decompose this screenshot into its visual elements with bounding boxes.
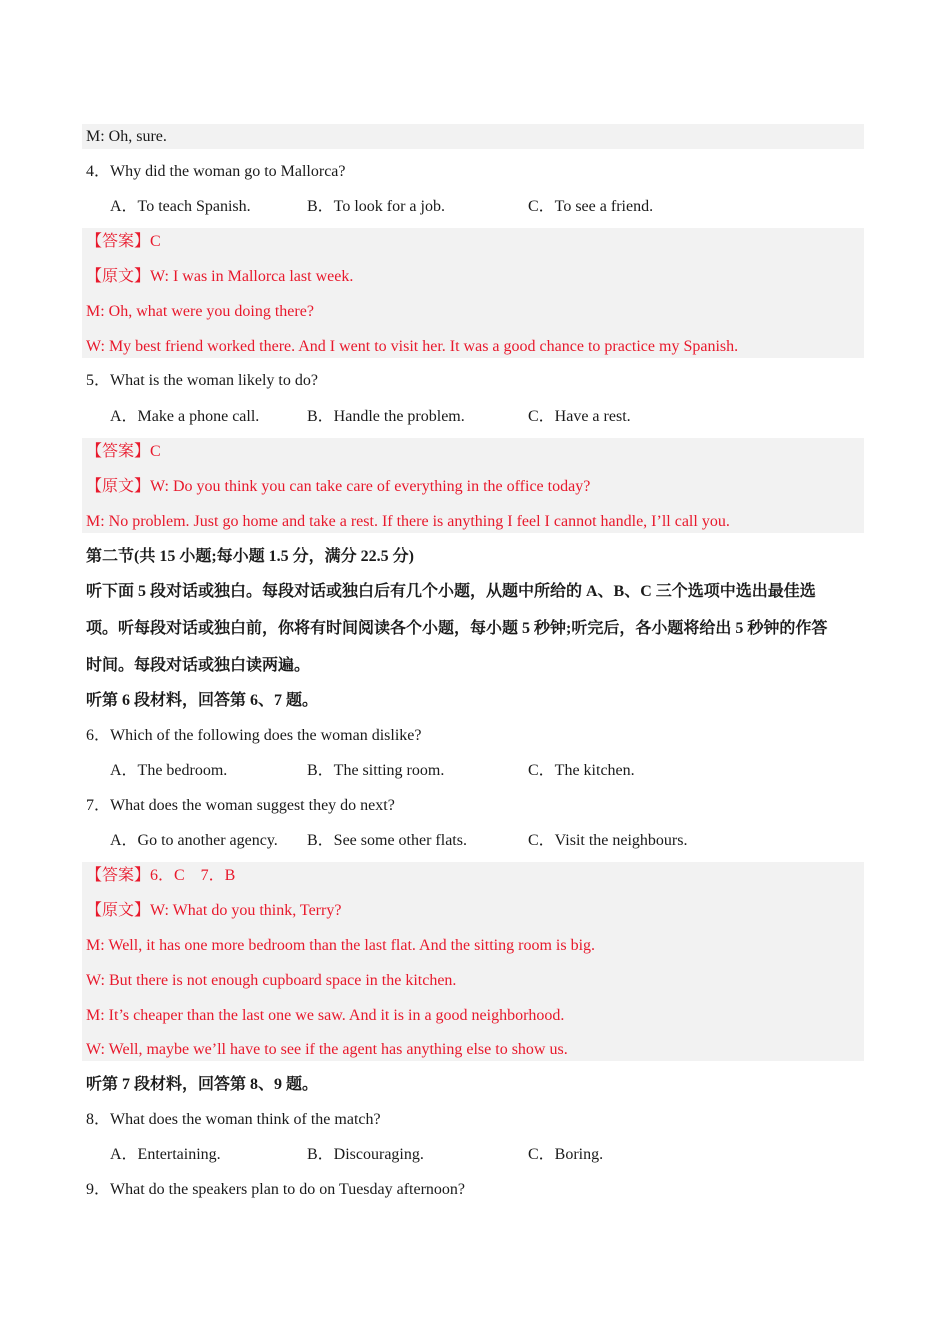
option-a: A．Make a phone call. [110,408,260,425]
option-b: B．To look for a job. [307,198,445,215]
option-c: C．Visit the neighbours. [528,832,688,849]
option-b: B．Handle the problem. [307,408,465,425]
transcript-line: 【原文】W: I was in Mallorca last week. [86,268,354,285]
question-9: 9．What do the speakers plan to do on Tuesday afternoon? [86,1181,466,1198]
option-c: C．Boring. [528,1146,604,1163]
shade-block [82,124,864,149]
answer-line: 【答案】C [86,233,161,250]
section-instructions: 项。听每段对话或独白前，你将有时间阅读各个小题，每小题 5 秒钟;听完后，各小题将给出 5 秒钟的作答 [86,620,828,637]
question-5: 5．What is the woman likely to do? [86,372,318,389]
question-4: 4．Why did the woman go to Mallorca? [86,163,346,180]
section-title: 第二节(共 15 小题;每小题 1.5 分，满分 22.5 分) [86,548,414,565]
question-8: 8．What does the woman think of the match? [86,1111,381,1128]
transcript-line: M: It’s cheaper than the last one we saw. And it is in a good neighborhood. [86,1007,565,1024]
material-heading: 听第 6 段材料，回答第 6、7 题。 [86,692,319,709]
transcript-line: M: No problem. Just go home and take a rest. If there is anything I feel I cannot handle, I’ll call you. [86,513,730,530]
option-a: A．Go to another agency. [110,832,278,849]
option-a: A．The bedroom. [110,762,228,779]
option-a: A．Entertaining. [110,1146,221,1163]
transcript-line: W: But there is not enough cupboard space in the kitchen. [86,972,457,989]
material-heading: 听第 7 段材料，回答第 8、9 题。 [86,1076,319,1093]
transcript-line: M: Oh, what were you doing there? [86,303,314,320]
question-7: 7．What does the woman suggest they do next? [86,797,395,814]
transcript-line: 【原文】W: Do you think you can take care of everything in the office today? [86,478,591,495]
answer-line: 【答案】C [86,443,161,460]
shade-block [82,862,864,1061]
option-b: B．See some other flats. [307,832,467,849]
option-c: C．The kitchen. [528,762,635,779]
option-c: C．To see a friend. [528,198,654,215]
option-b: B．The sitting room. [307,762,445,779]
transcript-line: 【原文】W: What do you think, Terry? [86,902,342,919]
transcript-line: M: Well, it has one more bedroom than the last flat. And the sitting room is big. [86,937,596,954]
question-6: 6．Which of the following does the woman dislike? [86,727,422,744]
section-instructions: 听下面 5 段对话或独白。每段对话或独白后有几个小题，从题中所给的 A、B、C 三个选项中选出最佳选 [86,583,816,600]
option-a: A．To teach Spanish. [110,198,251,215]
transcript-line: W: Well, maybe we’ll have to see if the agent has anything else to show us. [86,1041,568,1058]
dialogue-line: M: Oh, sure. [86,128,167,145]
transcript-line: W: My best friend worked there. And I went to visit her. It was a good chance to practice my Spanish. [86,338,739,355]
option-b: B．Discouraging. [307,1146,424,1163]
answer-line: 【答案】6．C 7．B [86,867,236,884]
option-c: C．Have a rest. [528,408,631,425]
section-instructions: 时间。每段对话或独白读两遍。 [86,657,311,674]
